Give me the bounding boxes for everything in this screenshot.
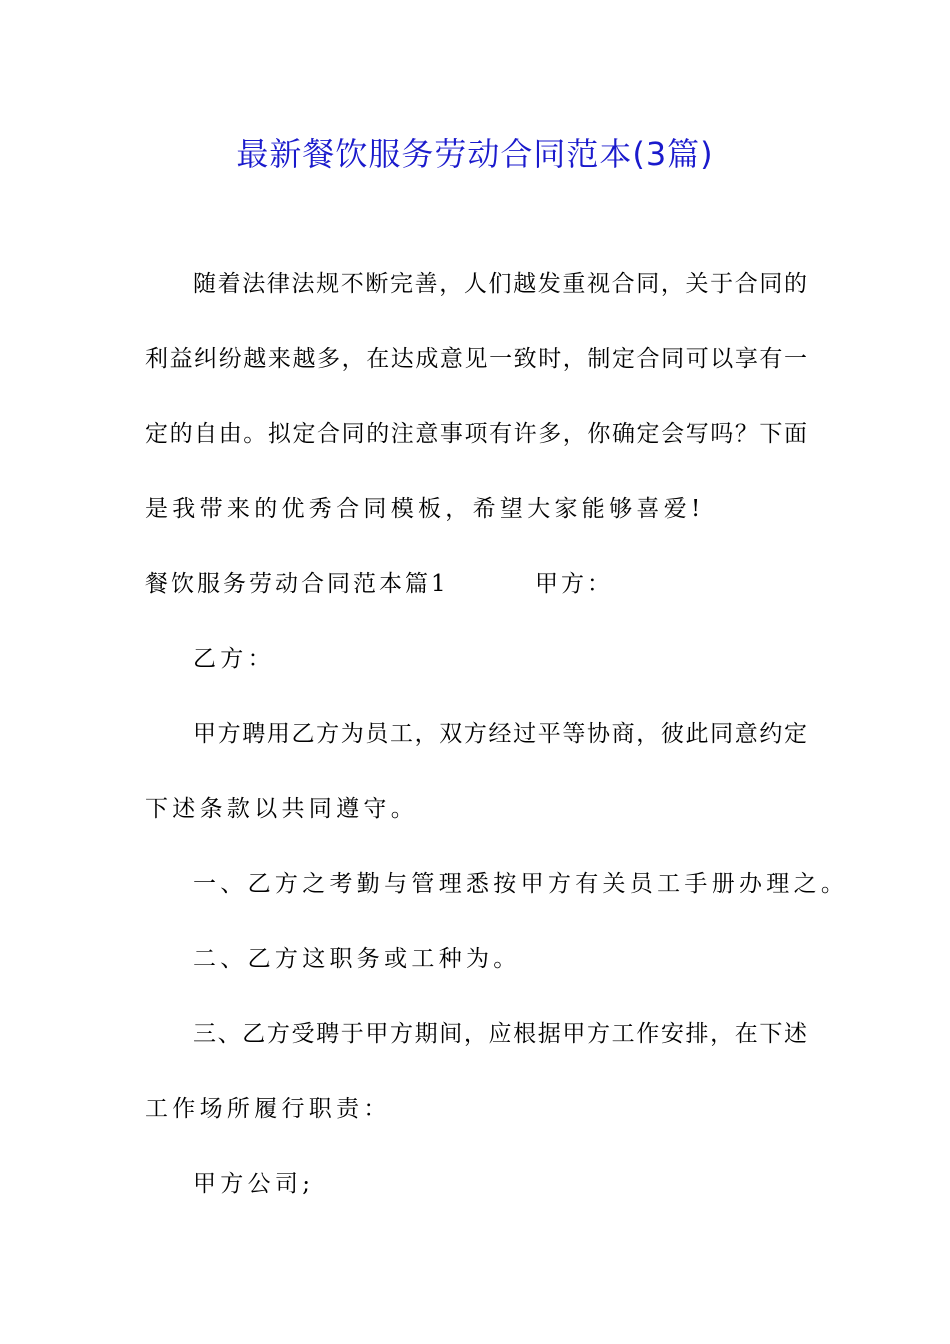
clause-2: 二、乙方这职务或工种为。 <box>193 946 521 972</box>
workplace-line: 甲方公司; <box>193 1171 315 1197</box>
clause-3-line-2: 工作场所履行职责： <box>145 1096 391 1122</box>
clause-1: 一、乙方之考勤与管理悉按甲方有关员工手册办理之。 <box>193 871 849 897</box>
employment-line-1: 甲方聘用乙方为员工，双方经过平等协商，彼此同意约定 <box>193 721 807 747</box>
intro-line-4: 是我带来的优秀合同模板，希望大家能够喜爱! <box>145 496 705 522</box>
document-title: 最新餐饮服务劳动合同范本(3篇) <box>236 135 714 173</box>
party-a-label: 甲方： <box>535 571 613 597</box>
section-heading-row <box>145 568 613 600</box>
section-heading: 餐饮服务劳动合同范本篇1 <box>145 571 449 597</box>
clause-3-line-1: 三、乙方受聘于甲方期间，应根据甲方工作安排，在下述 <box>193 1021 807 1047</box>
party-b-label: 乙方： <box>193 646 275 672</box>
intro-line-1: 随着法律法规不断完善，人们越发重视合同，关于合同的 <box>193 271 807 297</box>
intro-line-3: 定的自由。拟定合同的注意事项有许多，你确定会写吗？下面 <box>145 421 807 447</box>
employment-line-2: 下述条款以共同遵守。 <box>145 796 418 822</box>
intro-line-2: 利益纠纷越来越多，在达成意见一致时，制定合同可以享有一 <box>145 346 807 372</box>
